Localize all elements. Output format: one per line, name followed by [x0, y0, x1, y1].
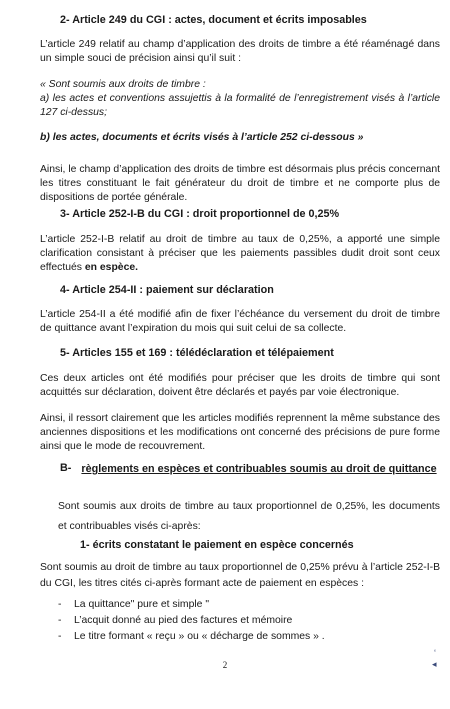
- section-b-prefix: B-: [60, 462, 72, 474]
- section-2-paragraph-2: Ainsi, le champ d’application des droits de timbre est désormais plus précis concernant les titres constituant le fait générateur du droit de timbre et ne comporte plus de dispositions de portée générale.: [40, 164, 440, 203]
- quote-line-b: b) les actes, documents et écrits visés à l’article 252 ci-dessous »: [40, 132, 364, 143]
- page-number: 2: [222, 660, 228, 670]
- section-3-text: L’article 252-I-B relatif au droit de timbre au taux de 0,25%, a apporté une simple clarification consistant à préciser que les paiements passibles dudit droit sont ceux effectués: [40, 234, 440, 273]
- list-item: - La quittance" pure et simple ": [58, 597, 438, 613]
- section-2-heading: 2- Article 249 du CGI : actes, document et écrits imposables: [60, 14, 367, 26]
- list-item: - Le titre formant « reçu » ou « décharge de sommes » .: [58, 629, 438, 645]
- section-3-bold-text: en espèce.: [84, 262, 139, 273]
- list-item: - L’acquit donné au pied des factures et mémoire: [58, 613, 438, 629]
- section-b1-heading: 1- écrits constatant le paiement en espèce concernés: [80, 539, 354, 551]
- section-2-paragraph: L’article 249 relatif au champ d’application des droits de timbre a été réaménagé dans un simple souci de précision ainsi qu’il suit :: [40, 39, 440, 64]
- section-4-heading: 4- Article 254-II : paiement sur déclaration: [60, 284, 274, 296]
- payment-titles-list: [58, 597, 438, 645]
- section-b-heading: [60, 461, 440, 477]
- section-b-title: règlements en espèces et contribuables soumis au droit de quittance: [81, 463, 437, 475]
- quote-line-a: a) les actes et conventions assujettis à la formalité de l’enregistrement visés à l’article 127 ci-dessus;: [40, 93, 440, 118]
- section-5-paragraph-1: Ces deux articles ont été modifiés pour préciser que les droits de timbre qui sont acquittés sur déclaration, doivent être déclarés et payés par voie électronique.: [40, 373, 440, 398]
- section-3-heading: 3- Article 252-I-B du CGI : droit proportionnel de 0,25%: [60, 208, 340, 220]
- section-b1-paragraph: Sont soumis au droit de timbre au taux proportionnel de 0,25% prévu à l’article 252-I-B du CGI, les titres cités ci-après formant acte de paiement en espèces :: [40, 562, 440, 589]
- scan-mark-icon: ‘: [434, 648, 436, 658]
- quote-line-1: « Sont soumis aux droits de timbre :: [40, 79, 206, 90]
- scan-mark-icon: ◂: [432, 659, 437, 669]
- section-3-paragraph: [40, 233, 440, 275]
- section-5-paragraph-2: Ainsi, il ressort clairement que les articles modifiés reprennent la même substance des anciennes dispositions et les modifications ont concerné des précisions de pure forme ainsi que le mode de recouvrement.: [40, 413, 440, 452]
- section-b-paragraph: Sont soumis aux droits de timbre au taux proportionnel de 0,25%, les documents et contribuables visés ci-après:: [58, 501, 440, 532]
- section-4-paragraph: L’article 254-II a été modifié afin de fixer l’échéance du versement du droit de timbre de quittance avant l’expiration du mois qui suit celui de sa collecte.: [40, 309, 440, 334]
- section-5-heading: 5- Articles 155 et 169 : télédéclaration et télépaiement: [60, 347, 334, 359]
